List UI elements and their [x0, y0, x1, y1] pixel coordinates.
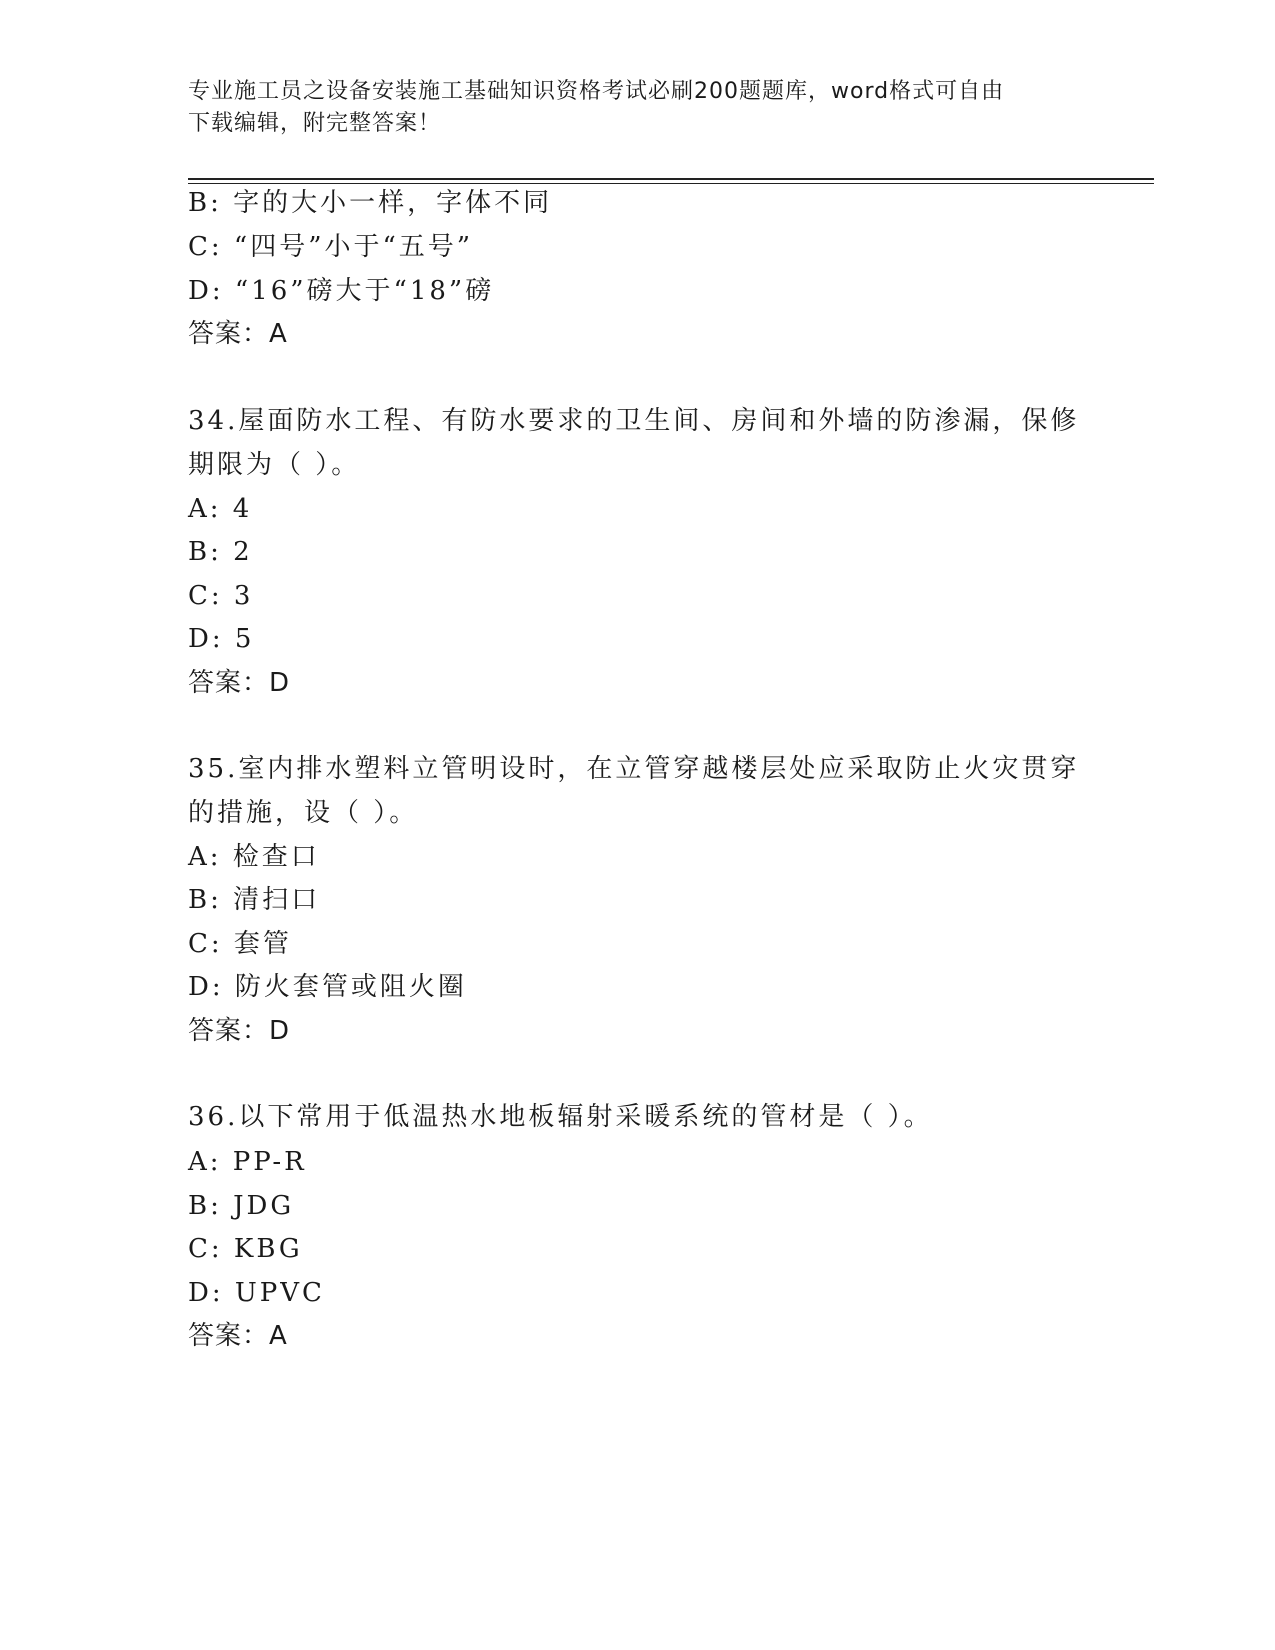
q33-option-d: D: “16”磅大于“18”磅 [188, 276, 495, 306]
q33-option-c: C: “四号”小于“五号” [188, 232, 474, 262]
q35-option-a: A: 检查口 [188, 842, 320, 872]
q34-option-c: C: 3 [188, 581, 254, 611]
q35-option-d: D: 防火套管或阻火圈 [188, 972, 467, 1002]
q36-stem-line-1: 36.以下常用于低温热水地板辐射采暖系统的管材是（ ）。 [188, 1102, 933, 1132]
q34-option-d: D: 5 [188, 624, 255, 654]
document-header [188, 76, 1088, 140]
header-divider-thick [188, 178, 1154, 180]
q36-answer: 答案：A [188, 1321, 288, 1351]
q34-answer: 答案：D [188, 668, 291, 698]
q34-option-b: B: 2 [188, 537, 253, 567]
q35-answer: 答案：D [188, 1016, 291, 1046]
q35-stem-line-1: 35.室内排水塑料立管明设时，在立管穿越楼层处应采取防止火灾贯穿 [188, 754, 1080, 784]
q36-option-b: B: JDG [188, 1191, 295, 1221]
q34-option-a: A: 4 [188, 494, 253, 524]
q33-option-b: B: 字的大小一样，字体不同 [188, 188, 553, 218]
header-title-line-2: 下载编辑，附完整答案！ [188, 111, 442, 136]
q34-stem-line-2: 期限为（ ）。 [188, 450, 361, 480]
q34-stem-line-1: 34.屋面防水工程、有防水要求的卫生间、房间和外墙的防渗漏，保修 [188, 406, 1080, 436]
q35-option-c: C: 套管 [188, 929, 292, 959]
header-divider-thin [188, 183, 1154, 184]
q36-option-a: A: PP-R [188, 1147, 307, 1177]
header-title-line-1: 专业施工员之设备安装施工基础知识资格考试必刷200题题库，word格式可自由 [188, 79, 1005, 104]
q35-option-b: B: 清扫口 [188, 885, 321, 915]
q35-stem-line-2: 的措施，设（ ）。 [188, 798, 419, 828]
q36-option-d: D: UPVC [188, 1278, 325, 1308]
q33-answer: 答案：A [188, 319, 288, 349]
q36-option-c: C: KBG [188, 1234, 303, 1264]
